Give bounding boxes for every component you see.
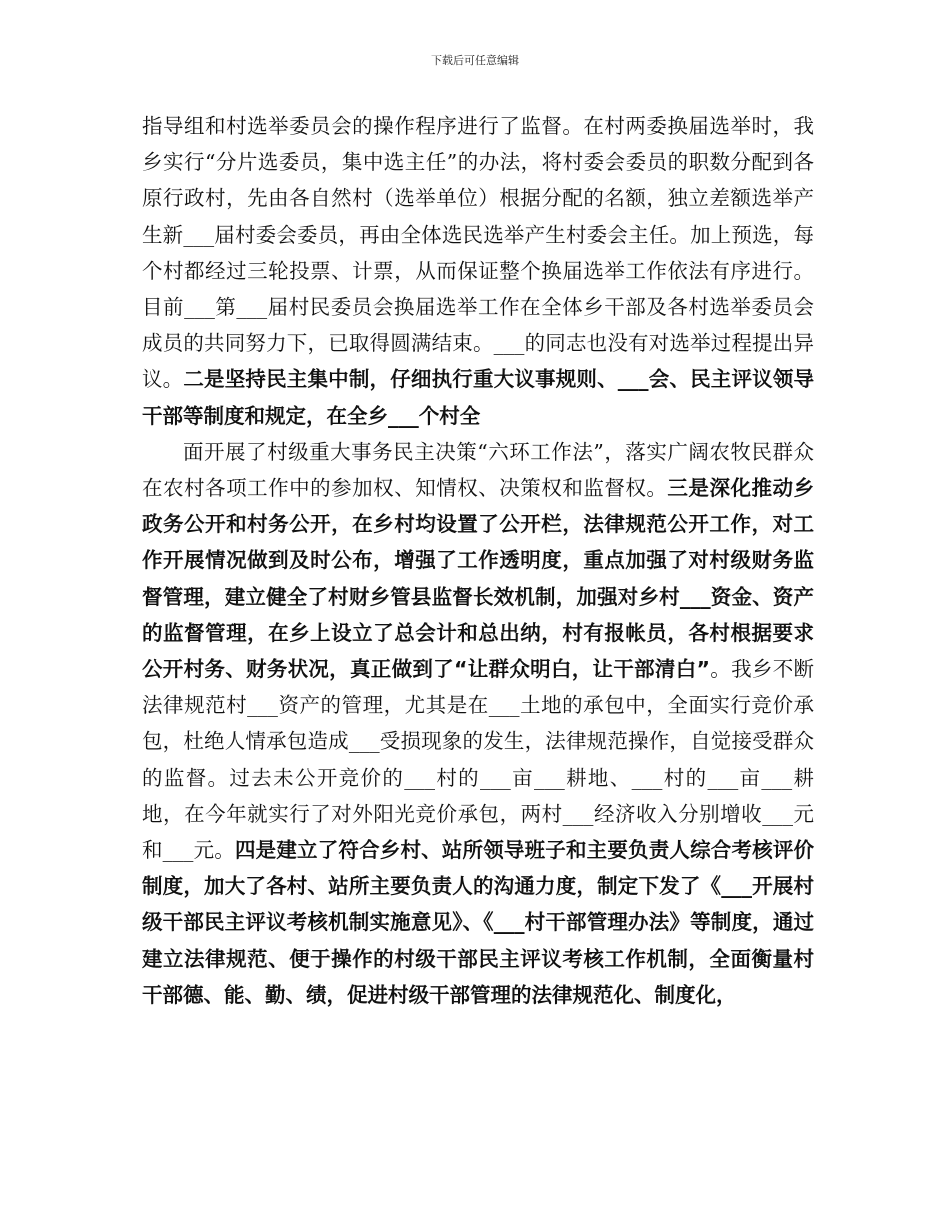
page-header: 下载后可任意编辑 [431, 54, 519, 67]
document-body [142, 108, 814, 1013]
paragraph-2-text-b: 。我乡不断法律规范村___资产的管理，尤其是在___土地的承包中，全面实行竞价承包，杜绝人情承包造成___受损现象的发生，法律规范操作，自觉接受群众的监督。过去未公开竞价的___村的___亩___耕地、___村的___亩___耕地，在今年就实行了对外阳光竞价承包，两村___经济收入分别增收___元和___元。 [142, 657, 814, 863]
paragraph-2-text-a: 面开展了村级重大事务民主决策“六环工作法”，落实广阔农牧民群众在农村各项工作中的参加权、知情权、决策权和监督权。 [142, 439, 814, 501]
paragraph-2-bold-text-a: 三是深化推动乡政务公开和村务公开，在乡村均设置了公开栏，法律规范公开工作，对工作开展情况做到及时公布，增强了工作透明度，重点加强了对村级财务监督管理，建立健全了村财乡管县监督长效机制，加强对乡村___资金、资产的监督管理，在乡上设立了总会计和总出纳，村有报帐员，各村根据要求公开村务、财务状况，真正做到了“让群众明白，让干部清白” [142, 476, 815, 682]
paragraph-2-bold-text-b: 四是建立了符合乡村、站所领导班子和主要负责人综合考核评价制度，加大了各村、站所主要负责人的沟通力度，制定下发了《___开展村级干部民主评议考核机制实施意见》、《___村干部管理办法》等制度，通过建立法律规范、便于操作的村级干部民主评议考核工作机制，全面衡量村干部德、能、勤、绩，促进村级干部管理的法律规范化、制度化， [142, 838, 815, 1007]
paragraph-1-text: 指导组和村选举委员会的操作程序进行了监督。在村两委换届选举时，我乡实行“分片选委员，集中选主任”的办法，将村委会委员的职数分配到各原行政村，先由各自然村（选举单位）根据分配的名额，独立差额选举产生新___届村委会委员，再由全体选民选举产生村委会主任。加上预选，每个村都经过三轮投票、计票，从而保证整个换届选举工作依法有序进行。目前___第___届村民委员会换届选举工作在全体乡干部及各村选举委员会成员的共同努力下，已取得圆满结束。___的同志也没有对选举过程提出异议。 [142, 114, 814, 392]
paragraph-2 [142, 434, 814, 1013]
paragraph-1 [142, 108, 814, 434]
paragraph-1-bold-text: 二是坚持民主集中制，仔细执行重大议事规则、___会、民主评议领导干部等制度和规定，在全乡___个村全 [142, 367, 815, 428]
